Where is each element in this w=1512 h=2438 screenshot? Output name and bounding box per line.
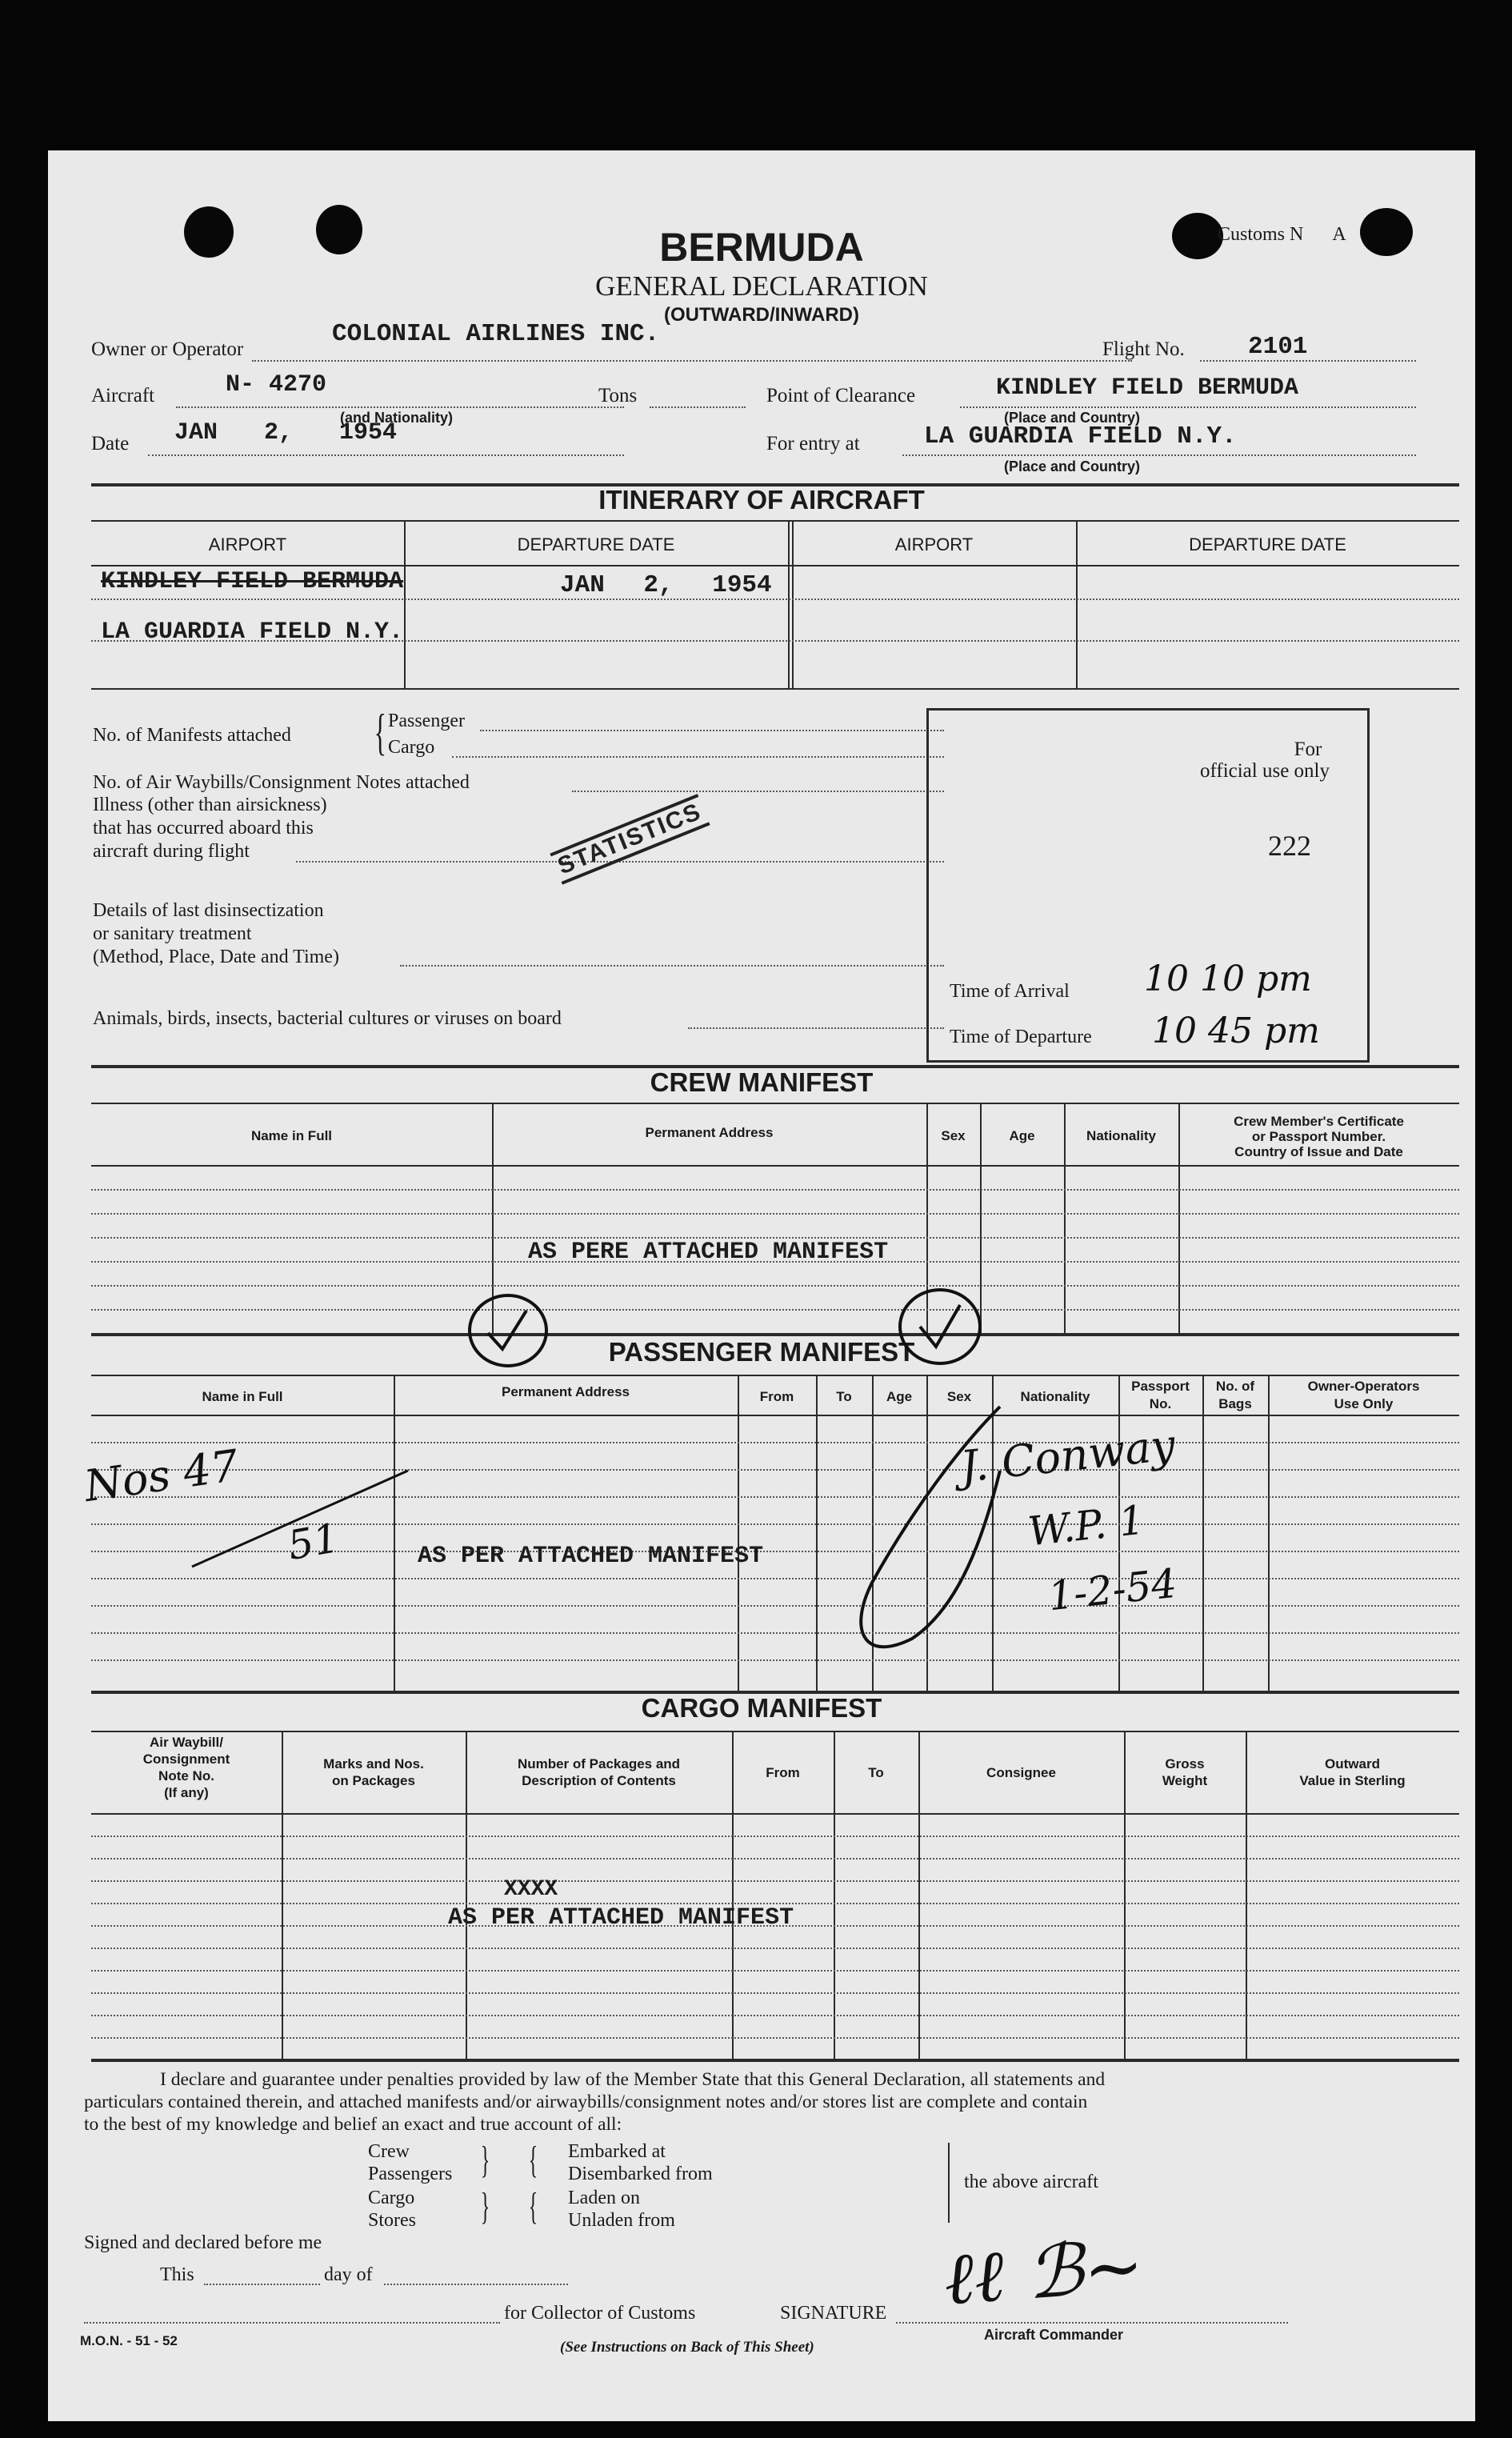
brace: } [480,2139,490,2181]
decl-laden: Laden on [568,2188,640,2208]
cargo-col-consignee: Consignee [986,1765,1056,1780]
illness-line-3: aircraft during flight [93,841,250,862]
cargo-col-waybill-2: Consignment [142,1751,230,1767]
crew-col-cert-3: Country of Issue and Date [1234,1144,1403,1159]
form-title: BERMUDA [659,225,864,270]
rule [91,1858,1459,1860]
rule [91,1442,1459,1443]
decl-signature: SIGNATURE [780,2303,887,2324]
rule [788,520,790,690]
cargo-col-waybill-3: Note No. [158,1768,214,1783]
flight-label: Flight No. [1102,338,1185,360]
declaration-form [48,150,1475,2421]
pax-hand-2: 51 [284,1514,343,1570]
rule [91,1632,1459,1634]
cargo-col-packages-1: Number of Packages and [517,1756,681,1771]
rule [91,1948,1459,1949]
disinsect-line-1: Details of last disinsectization [93,900,324,921]
itinerary-heading: ITINERARY OF AIRCRAFT [598,485,925,514]
departure-label: Time of Departure [950,1027,1092,1047]
rule [480,730,944,731]
owner-dots [252,360,1132,362]
cargo-entry: AS PER ATTACHED MANIFEST [448,1904,794,1932]
rule [91,1375,1459,1376]
rule [91,1578,1459,1579]
itin-row1-date: JAN 2, 1954 [560,571,772,599]
cargo-col-from: From [766,1765,800,1780]
cargo-col-marks-1: Marks and Nos. [323,1756,424,1771]
itin-row1-airport: KINDLEY FIELD BERMUDA [101,568,404,595]
flight-dots [1200,360,1416,362]
declaration-line-3: to the best of my knowledge and belief an exact and true account of all: [84,2114,622,2135]
rule [91,1189,1459,1191]
entry-dots [902,454,1416,456]
crew-col-sex: Sex [941,1128,966,1143]
crew-col-address: Permanent Address [645,1125,774,1140]
rule [572,791,944,792]
departure-value: 10 45 pm [1152,1011,1320,1051]
rule [91,1213,1459,1215]
rule [91,1285,1459,1287]
cargo-label: Cargo [388,737,435,758]
waybills-label: No. of Air Waybills/Consignment Notes attached [93,772,470,793]
clearance-value: KINDLEY FIELD BERMUDA [996,374,1299,402]
pax-col-passport-1: Passport [1131,1379,1190,1394]
illness-line-1: Illness (other than airsickness) [93,795,327,815]
tons-label: Tons [598,385,638,406]
pax-col-nationality: Nationality [1020,1389,1090,1404]
manifests-label: No. of Manifests attached [93,725,291,746]
statistics-stamp: STATISTICS [550,794,710,884]
rule [384,2284,568,2285]
cargo-col-value-2: Value in Sterling [1299,1773,1406,1788]
disinsect-line-2: or sanitary treatment [93,923,252,944]
rule [400,965,944,967]
pax-hand-1: Nos 47 [81,1439,242,1512]
declaration-line-2: particulars contained therein, and attached manifests and/or airwaybills/consignment notes and/or stores list are complete and contain [84,2092,1088,2112]
pen-loop-mark [840,1399,1048,1663]
rule [91,1731,1459,1732]
rule [948,2143,950,2223]
pax-col-sex: Sex [946,1389,972,1404]
brace: } [480,2185,490,2228]
cargo-heading: CARGO MANIFEST [641,1693,882,1723]
form-subtitle: GENERAL DECLARATION [595,270,928,302]
official-use-label: official use only [1200,760,1330,782]
date-label: Date [91,433,130,454]
crew-heading: CREW MANIFEST [650,1067,874,1097]
decl-this: This [160,2264,194,2285]
crew-col-nationality: Nationality [1086,1128,1156,1143]
itin-col-departure-2: DEPARTURE DATE [1189,534,1346,554]
rule [816,1375,818,1691]
manifests-brace: { [374,703,387,760]
pax-col-bags-1: No. of [1215,1379,1255,1394]
customs-label-text: Customs N [1218,224,1304,245]
rule [91,1309,1459,1311]
commander-signature: ℓℓ ℬ~ [941,2224,1147,2322]
clearance-label: Point of Clearance [766,385,916,406]
rule [91,1333,1459,1336]
cargo-col-gross-2: Weight [1162,1773,1208,1788]
rule [91,1813,1459,1815]
passenger-heading: PASSENGER MANIFEST [608,1337,915,1367]
pax-col-passport-2: No. [1149,1396,1172,1411]
passenger-label: Passenger [388,711,465,731]
rule [91,2015,1459,2016]
arrival-label: Time of Arrival [950,981,1070,1002]
place-country-1: (Place and Country) [1004,410,1141,426]
decl-cargo: Cargo [368,2188,415,2208]
cargo-col-marks-2: on Packages [332,1773,415,1788]
pax-col-from: From [759,1389,794,1404]
check-circle-icon [896,1283,984,1371]
decl-collector: for Collector of Customs [504,2303,696,2324]
date-dots [148,454,624,456]
brace: { [528,2139,538,2181]
pax-col-address: Permanent Address [502,1384,630,1399]
itin-col-departure: DEPARTURE DATE [517,534,675,554]
rule [688,1027,944,1029]
pax-hand-3: J. Conway [958,1419,1178,1492]
crew-col-cert-1: Crew Member's Certificate [1234,1114,1404,1129]
rule [91,2037,1459,2039]
cargo-col-to: To [868,1765,884,1780]
cargo-col-waybill-4: (If any) [164,1785,209,1800]
owner-value: COLONIAL AIRLINES INC. [332,320,660,348]
rule [91,2059,1459,2062]
cargo-col-packages-2: Description of Contents [522,1773,676,1788]
crew-col-cert-2: or Passport Number. [1251,1129,1386,1144]
entry-value: LA GUARDIA FIELD N.Y. [924,422,1237,450]
form-number: M.O.N. - 51 - 52 [80,2333,178,2348]
customs-label [1218,224,1346,246]
animals-label: Animals, birds, insects, bacterial cultures or viruses on board [93,1008,562,1029]
rule [91,565,1459,566]
pax-col-name: Name in Full [202,1389,283,1404]
entry-label: For entry at [766,433,860,454]
rule [91,1992,1459,1994]
rule [1202,1375,1204,1691]
rule [91,1880,1459,1882]
aircraft-dots [176,406,624,408]
cargo-col-value-1: Outward [1325,1756,1380,1771]
decl-above-aircraft: the above aircraft [964,2172,1098,2192]
rule [91,688,1459,690]
pax-col-to: To [836,1389,852,1404]
rule [896,2322,1288,2324]
rule [91,1415,1459,1416]
official-number: 222 [1268,830,1311,862]
crew-entry: AS PERE ATTACHED MANIFEST [528,1239,889,1266]
official-for: For [1294,739,1322,760]
pax-hand-4: W.P. 1 [1026,1496,1147,1555]
direction-label: (OUTWARD/INWARD) [664,304,859,326]
brace: { [528,2185,538,2228]
illness-line-2: that has occurred aboard this [93,818,314,839]
decl-instructions: (See Instructions on Back of This Sheet) [560,2339,814,2356]
date-value: JAN 2, 1954 [174,419,398,446]
crew-col-age: Age [1009,1128,1035,1143]
arrival-value: 10 10 pm [1144,959,1312,999]
rule [91,1970,1459,1972]
rule [84,2322,500,2324]
crew-col-name: Name in Full [250,1128,333,1143]
customs-label-suffix: A [1332,224,1346,245]
itin-col-airport-2: AIRPORT [894,534,974,554]
owner-label: Owner or Operator [91,338,244,360]
check-circle-icon [464,1287,552,1375]
rule [91,1605,1459,1607]
cargo-col-waybill-1: Air Waybill/ [150,1735,223,1750]
pen-stroke-mark [184,1463,416,1575]
decl-embarked: Embarked at [568,2141,666,2162]
rule [91,1659,1459,1661]
rule [91,1165,1459,1167]
flight-value: 2101 [1248,333,1308,361]
declaration-line-1: I declare and guarantee under penalties provided by law of the Member State that this General Declaration, all statements and [160,2069,1106,2090]
clearance-dots [960,406,1416,408]
rule [91,1103,1459,1104]
decl-stores: Stores [368,2210,416,2231]
decl-signed: Signed and declared before me [84,2232,322,2253]
pax-hand-5: 1-2-54 [1046,1559,1179,1620]
aircraft-value: N- 4270 [226,371,327,398]
decl-passengers: Passengers [368,2164,453,2184]
rule [452,756,944,758]
pax-entry: AS PER ATTACHED MANIFEST [418,1543,764,1570]
decl-commander: Aircraft Commander [984,2327,1124,2343]
nationality-note: (and Nationality) [340,410,454,426]
itin-col-airport: AIRPORT [208,534,287,554]
rule [1268,1375,1270,1691]
disinsect-line-3: (Method, Place, Date and Time) [93,947,339,967]
place-country-2: (Place and Country) [1004,458,1141,474]
pax-col-owner-2: Use Only [1334,1396,1394,1411]
tons-dots [650,406,746,408]
rule [91,1836,1459,1837]
rule [91,520,1459,522]
decl-crew: Crew [368,2141,410,2162]
itin-row2-airport: LA GUARDIA FIELD N.Y. [101,619,404,646]
decl-day-of: day of [324,2264,373,2285]
rule [91,598,1459,600]
pax-col-age: Age [886,1389,913,1404]
cargo-strike: XXXX [504,1877,558,1902]
decl-unladen: Unladen from [568,2210,675,2231]
pax-col-bags-2: Bags [1218,1396,1252,1411]
pax-col-owner-1: Owner-Operators [1307,1379,1420,1394]
decl-disembarked: Disembarked from [568,2164,713,2184]
rule [738,1375,739,1691]
aircraft-label: Aircraft [91,385,155,406]
rule [204,2284,320,2285]
cargo-col-gross-1: Gross [1165,1756,1205,1771]
